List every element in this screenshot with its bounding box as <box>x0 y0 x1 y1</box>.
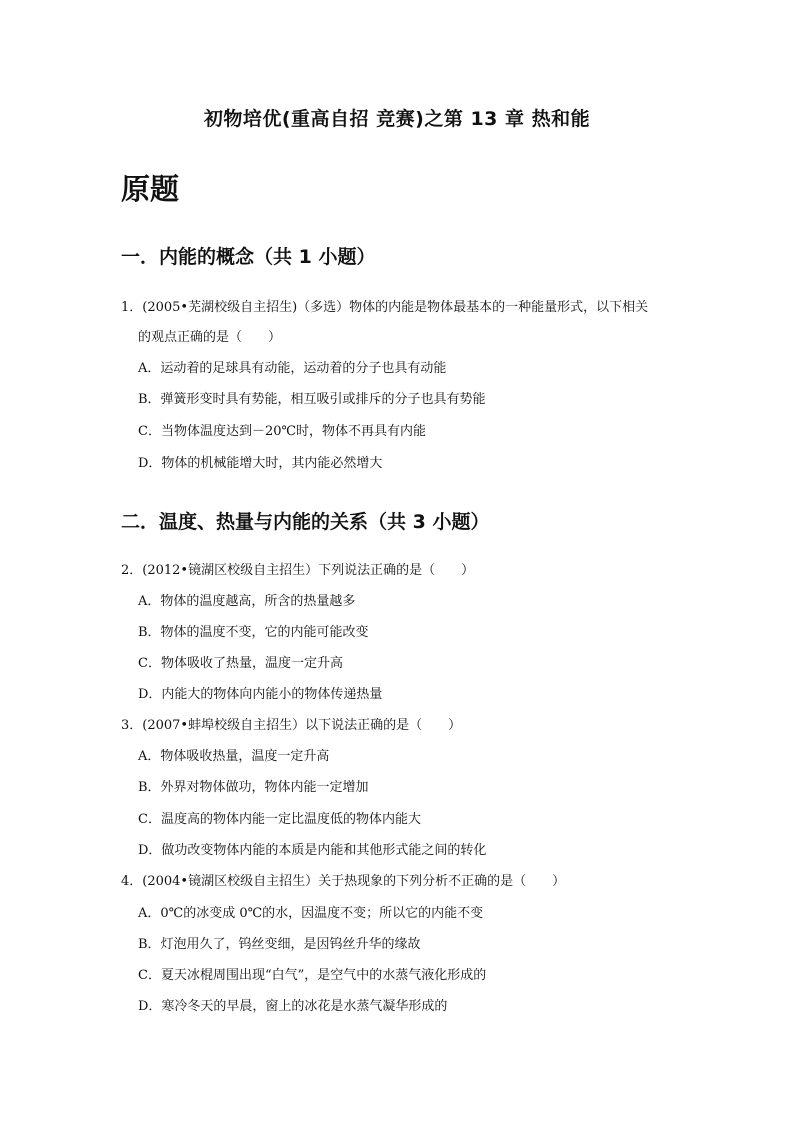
question-2-option-b: B．物体的温度不变，它的内能可能改变 <box>138 625 369 640</box>
question-2-option-d: D．内能大的物体向内能小的物体传递热量 <box>138 687 383 702</box>
question-3-stem: 3．(2007•蚌埠校级自主招生）以下说法正确的是（ ） <box>121 718 462 733</box>
question-1-option-c: C．当物体温度达到－20℃时，物体不再具有内能 <box>138 424 427 439</box>
question-1-option-d: D．物体的机械能增大时，其内能必然增大 <box>138 456 383 471</box>
section-heading-2: 二．温度、热量与内能的关系（共 3 小题） <box>121 511 490 533</box>
question-4-stem: 4．(2004•镜湖区校级自主招生）关于热现象的下列分析不正确的是（ ） <box>121 874 566 889</box>
question-1-option-b: B．弹簧形变时具有势能，相互吸引或排斥的分子也具有势能 <box>138 392 486 407</box>
question-1-option-a: A．运动着的足球具有动能，运动着的分子也具有动能 <box>138 361 447 376</box>
question-3-option-a: A．物体吸收热量，温度一定升高 <box>138 749 330 764</box>
question-4-option-c: C．夏天冰棍周围出现“白气”，是空气中的水蒸气液化形成的 <box>138 968 487 983</box>
main-heading: 原题 <box>121 172 180 206</box>
document-title: 初物培优(重高自招 竞赛)之第 13 章 热和能 <box>203 108 591 130</box>
question-2-option-a: A．物体的温度越高，所含的热量越多 <box>138 594 356 609</box>
question-1-stem-continued: 的观点正确的是（ ） <box>138 330 282 345</box>
question-4-option-a: A．0℃的冰变成 0℃的水，因温度不变；所以它的内能不变 <box>138 906 484 921</box>
question-2-option-c: C．物体吸收了热量，温度一定升高 <box>138 656 343 671</box>
question-2-stem: 2．(2012•镜湖区校级自主招生）下列说法正确的是（ ） <box>121 563 475 578</box>
question-3-option-b: B．外界对物体做功，物体内能一定增加 <box>138 780 369 795</box>
section-heading-1: 一．内能的概念（共 1 小题） <box>121 246 376 268</box>
question-4-option-b: B．灯泡用久了，钨丝变细，是因钨丝升华的缘故 <box>138 937 421 952</box>
question-3-option-c: C．温度高的物体内能一定比温度低的物体内能大 <box>138 812 421 827</box>
question-1-stem: 1．(2005•芜湖校级自主招生)（多选）物体的内能是物体最基本的一种能量形式，以下相关 <box>121 300 649 315</box>
question-3-option-d: D．做功改变物体内能的本质是内能和其他形式能之间的转化 <box>138 843 487 858</box>
question-4-option-d: D．寒冷冬天的早晨，窗上的冰花是水蒸气凝华形成的 <box>138 999 448 1014</box>
